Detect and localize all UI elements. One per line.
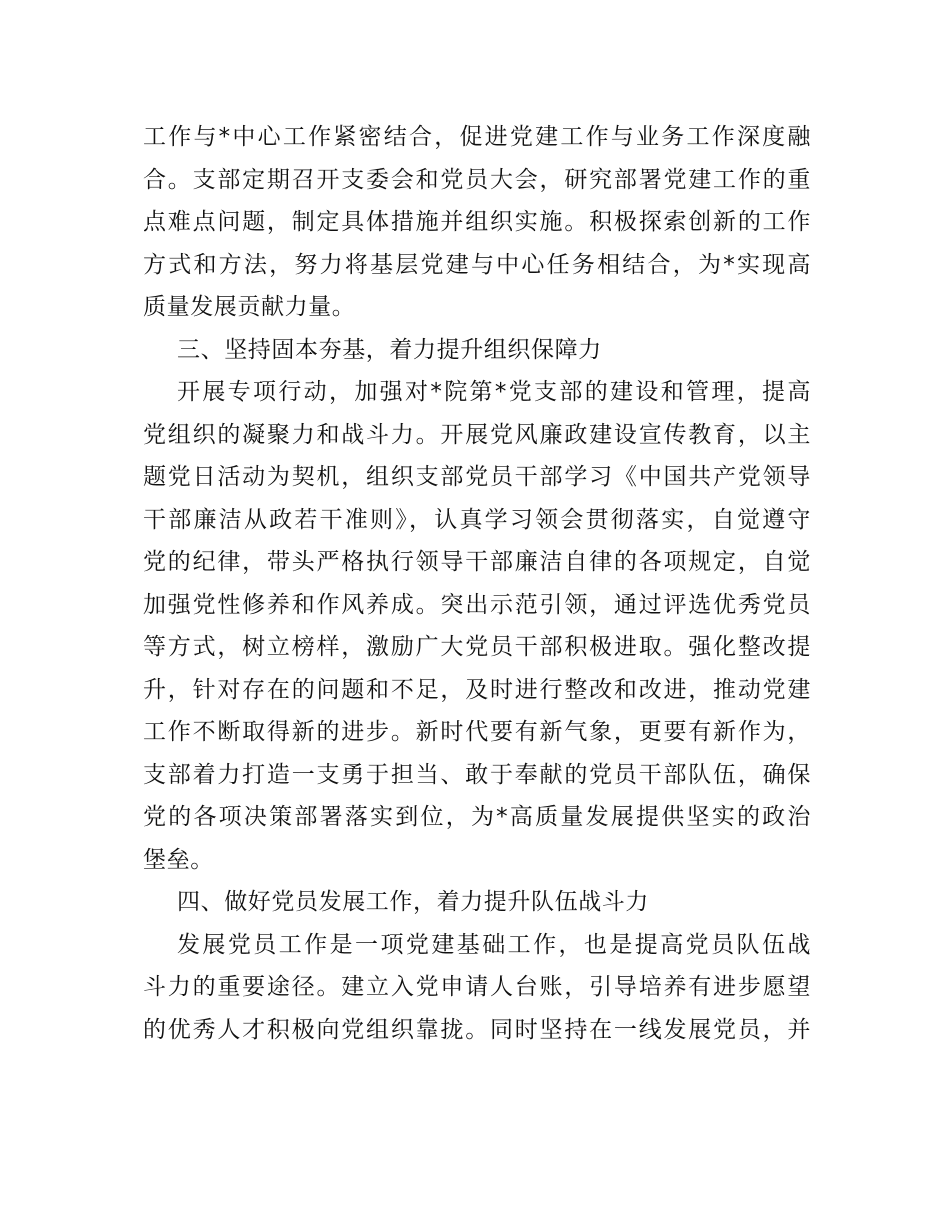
- paragraph-2-line-10: 支部着力打造一支勇于担当、敢于奉献的党员干部队伍，确保: [143, 761, 811, 788]
- paragraph-1-line-2: 合。支部定期召开支委会和党员大会，研究部署党建工作的重: [143, 166, 811, 193]
- section-heading-4: 四、做好党员发展工作，着力提升队伍战斗力: [177, 889, 649, 915]
- paragraph-2-line-3: 题党日活动为契机，组织支部党员干部学习《中国共产党领导: [143, 464, 811, 490]
- paragraph-2-line-11: 党的各项决策部署落实到位，为*高质量发展提供坚实的政治: [143, 804, 811, 830]
- paragraph-1-line-4: 方式和方法，努力将基层党建与中心任务相结合，为*实现高: [143, 251, 811, 278]
- paragraph-3-line-3: 的优秀人才积极向党组织靠拢。同时坚持在一线发展党员，并: [143, 1016, 811, 1043]
- paragraph-2-line-4: 干部廉洁从政若干准则》，认真学习领会贯彻落实，自觉遵守: [143, 506, 811, 533]
- paragraph-3-line-1: 发展党员工作是一项党建基础工作，也是提高党员队伍战: [177, 931, 811, 958]
- paragraph-2-line-12: 堡垒。: [143, 846, 214, 873]
- paragraph-2-line-2: 党组织的凝聚力和战斗力。开展党风廉政建设宣传教育，以主: [143, 421, 811, 448]
- paragraph-3-line-2: 斗力的重要途径。建立入党申请人台账，引导培养有进步愿望: [143, 974, 811, 1000]
- document-page: [143, 116, 811, 1051]
- paragraph-1-line-3: 点难点问题，制定具体措施并组织实施。积极探索创新的工作: [143, 209, 811, 235]
- paragraph-2-line-7: 等方式，树立榜样，激励广大党员干部积极进取。强化整改提: [143, 634, 811, 660]
- paragraph-2-line-1: 开展专项行动，加强对*院第*党支部的建设和管理，提高: [177, 379, 811, 405]
- section-heading-3: 三、坚持固本夯基，着力提升组织保障力: [177, 336, 602, 363]
- paragraph-1-line-1: 工作与*中心工作紧密结合，促进党建工作与业务工作深度融: [143, 124, 811, 150]
- paragraph-1-line-5: 质量发展贡献力量。: [143, 294, 356, 320]
- paragraph-2-line-6: 加强党性修养和作风养成。突出示范引领，通过评选优秀党员: [143, 591, 811, 618]
- paragraph-2-line-5: 党的纪律，带头严格执行领导干部廉洁自律的各项规定，自觉: [143, 549, 811, 575]
- paragraph-2-line-8: 升，针对存在的问题和不足，及时进行整改和改进，推动党建: [143, 676, 811, 703]
- paragraph-2-line-9: 工作不断取得新的进步。新时代要有新气象，更要有新作为，: [143, 719, 811, 745]
